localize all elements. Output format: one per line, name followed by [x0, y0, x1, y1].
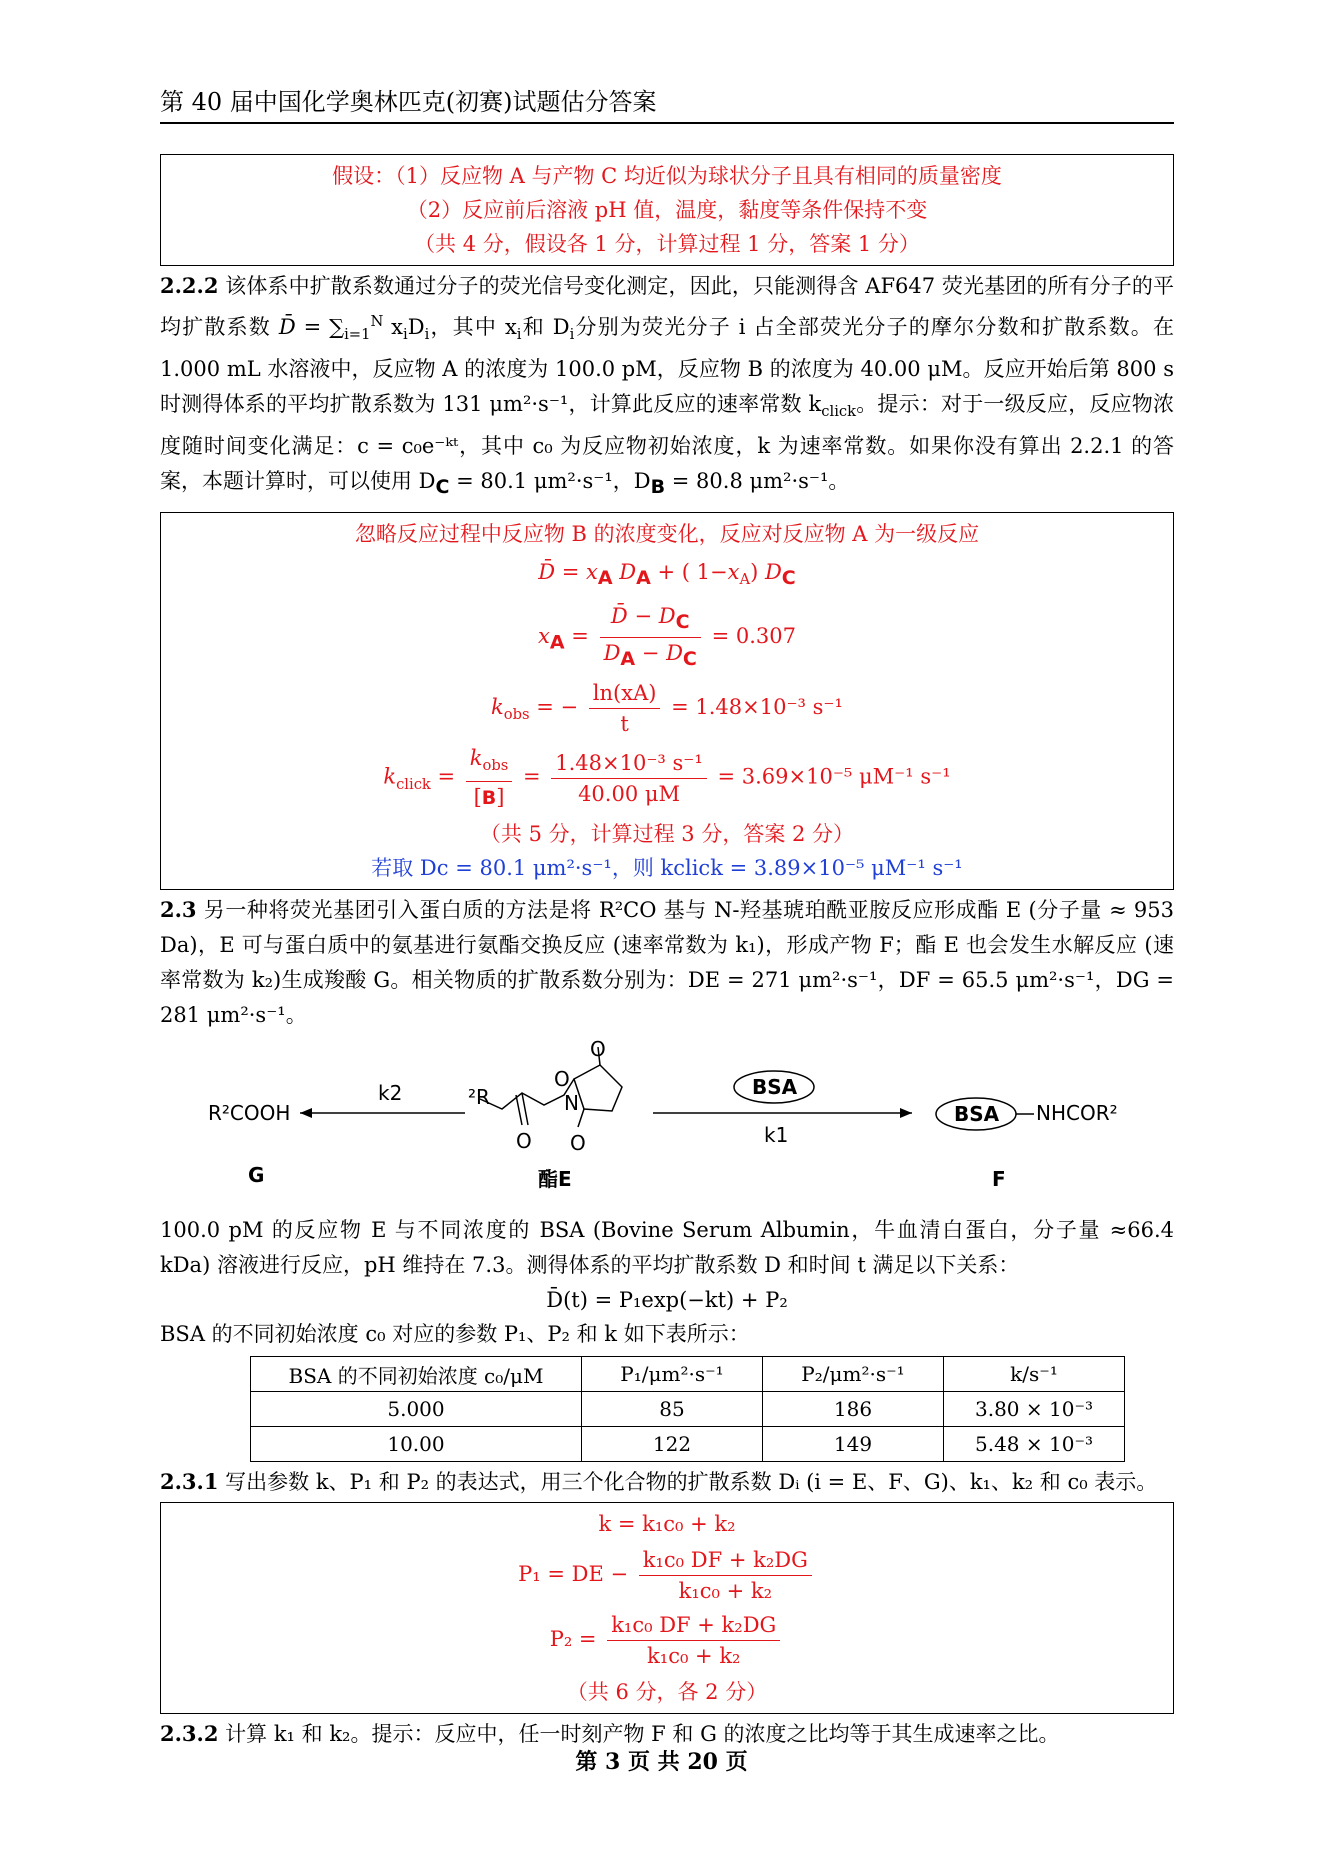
question-2-2-2: 2.2.2 该体系中扩散系数通过分子的荧光信号变化测定，因此，只能测得含 AF647 荧光基团的所有分子的平均扩散系数 D̄ = $\sum_{i=1}^N$ $x_iD_i$，其中 $x_i$和 $D_i$分别为荧光分子 i 占全部荧光分子的摩尔分数和扩散系数。在 1.000 mL 水溶液中，反应物 A 的浓度为 100.0 pM，反应物 B 的浓度为 40.00 μM。反应开始后第 800 s 时测得体系的平均扩散系数为 131 μm²·s⁻¹，计算此反应的速率常数 $k_{click}$。提示：对于一级反应，反应物浓度随时间变化满足：c = c₀e⁻ᵏᵗ，其中 c₀ 为反应物初始浓度，k 为速率常数。如果你没有算出 2.2.1 的答案，本题计算时，可以使用 $D_C = 80.1$ μm²·s⁻¹，$D_B = 80.8$ μm²·s⁻¹。 — [160, 273, 1174, 499]
product-g-label: G — [248, 1163, 265, 1188]
page-header: 第 40 届中国化学奥林匹克(初赛)试题估分答案 — [160, 88, 1174, 124]
parameter-table — [250, 1356, 1125, 1462]
eq-mean-diffusion: D̄ = $x_A$ $D_A$ + ( $1-x_A$) $D_C$ — [538, 559, 796, 589]
question-number: 2.3 — [160, 897, 197, 923]
table-cell: 186 — [763, 1392, 944, 1427]
scheme-drawing — [160, 1047, 1174, 1213]
score-note: （共 6 分，各 2 分） — [566, 1680, 768, 1705]
atom-o: O — [516, 1129, 532, 1154]
reaction-scheme — [160, 1037, 1174, 1213]
table-row — [251, 1392, 1125, 1427]
table-cell: 122 — [582, 1427, 763, 1462]
page-footer: 第 3 页 共 20 页 — [575, 1749, 748, 1775]
approximation-note: 忽略反应过程中反应物 B 的浓度变化，反应对反应物 A 为一级反应 — [354, 521, 980, 546]
r2-group: ²R — [468, 1085, 490, 1110]
atom-o: O — [590, 1037, 606, 1062]
table-cell: 5.48 × 10⁻³ — [944, 1427, 1125, 1462]
answer-box-assumptions — [160, 154, 1174, 266]
product-g-formula: R²COOH — [208, 1101, 291, 1126]
table-header-row — [251, 1357, 1125, 1392]
eq-kobs: $k_{obs}$ = − $\frac{\ln(xA)}{t}$ = 1.48×10⁻³ s⁻¹ — [169, 678, 1165, 739]
table-cell: 149 — [763, 1427, 944, 1462]
rate-constant-k2: k2 — [378, 1081, 403, 1106]
question-2-3-1: 2.3.1 写出参数 k、P₁ 和 P₂ 的表达式，用三个化合物的扩散系数 Dᵢ (i = E、F、G)、k₁、k₂ 和 c₀ 表示。 — [160, 1469, 1158, 1495]
atom-n: N — [564, 1091, 579, 1116]
bsa-reagent: BSA — [752, 1075, 798, 1100]
table-header: BSA 的不同初始浓度 c₀/μM — [251, 1357, 582, 1392]
paragraph-bsa-reaction: 100.0 pM 的反应物 E 与不同浓度的 BSA (Bovine Serum Albumin，牛血清白蛋白，分子量 ≈66.4 kDa) 溶液进行反应，pH 维持在 7.3。测得体系的平均扩散系数 D 和时间 t 满足以下关系： — [160, 1218, 1174, 1278]
table-row — [251, 1427, 1125, 1462]
eq-p2: P₂ = $\frac{\text{k₁c₀ DF + k₂DG}}{\text{k₁c₀ + k₂}}$ — [169, 1610, 1165, 1671]
table-cell: 10.00 — [251, 1427, 582, 1462]
question-2-3-2: 2.3.2 计算 k₁ 和 k₂。提示：反应中，任一时刻产物 F 和 G 的浓度之比均等于其生成速率之比。 — [160, 1721, 1060, 1747]
product-f-label: F — [992, 1167, 1006, 1192]
rate-constant-k1: k1 — [764, 1123, 789, 1148]
question-number: 2.2.2 — [160, 273, 219, 298]
table-header: P₁/μm²·s⁻¹ — [582, 1357, 763, 1392]
eq-xa: $x_A$ = $\frac{D̄ - D_C}{D_A - D_C}$ = 0.307 — [169, 601, 1165, 674]
question-2-3: 2.3 另一种将荧光基团引入蛋白质的方法是将 R²CO 基与 N-羟基琥珀酰亚胺反应形成酯 E (分子量 ≈ 953 Da)，E 可与蛋白质中的氨基进行氨酯交换反应 (速率常数为 k₁)，形成产物 F；酯 E 也会发生水解反应 (速率常数为 k₂)生成羧酸 G。相关物质的扩散系数分别为：DE = 271 μm²·s⁻¹，DF = 65.5 μm²·s⁻¹，DG = 281 μm²·s⁻¹。 — [160, 897, 1174, 1028]
atom-o: O — [554, 1067, 570, 1092]
alternative-answer: 若取 Dc = 80.1 μm²·s⁻¹，则 kclick = 3.89×10⁻⁵ μM⁻¹ s⁻¹ — [371, 856, 963, 881]
assumption-1: 假设：（1）反应物 A 与产物 C 均近似为球状分子且具有相同的质量密度 — [332, 164, 1002, 188]
atom-o: O — [570, 1131, 586, 1156]
eq-p1: P₁ = DE − $\frac{\text{k₁c₀ DF + k₂DG}}{\text{k₁c₀ + k₂}}$ — [169, 1545, 1165, 1606]
table-cell: 5.000 — [251, 1392, 582, 1427]
score-note: （共 5 分，计算过程 3 分，答案 2 分） — [479, 822, 855, 847]
answer-box-2-2-2 — [160, 512, 1174, 891]
eq-kclick: $k_{click}$ = $\frac{k_{obs}}{[B]}$ = $\frac{\text{1.48×10⁻³ s⁻¹}}{40.00 \mu M}$ = 3.69×10⁻⁵ μM⁻¹ s⁻¹ — [169, 743, 1165, 813]
question-number: 2.3.1 — [160, 1469, 219, 1495]
table-header: k/s⁻¹ — [944, 1357, 1125, 1392]
answer-box-2-3-1 — [160, 1502, 1174, 1714]
page — [160, 88, 1174, 1752]
question-number: 2.3.2 — [160, 1721, 219, 1747]
assumption-2: （2）反应前后溶液 pH 值，温度，黏度等条件保持不变 — [406, 198, 928, 222]
score-note: （共 4 分，假设各 1 分，计算过程 1 分，答案 1 分） — [414, 232, 920, 256]
table-intro: BSA 的不同初始浓度 c₀ 对应的参数 P₁、P₂ 和 k 如下表所示： — [160, 1322, 750, 1347]
eq-k: k = k₁c₀ + k₂ — [598, 1512, 736, 1537]
product-f-formula: NHCOR² — [1036, 1101, 1118, 1126]
table-cell: 85 — [582, 1392, 763, 1427]
table-cell: 3.80 × 10⁻³ — [944, 1392, 1125, 1427]
ester-e-label: 酯E — [538, 1167, 572, 1192]
bsa-product: BSA — [954, 1102, 1000, 1127]
table-header: P₂/μm²·s⁻¹ — [763, 1357, 944, 1392]
diffusion-equation: D̄(t) = P₁exp(−kt) + P₂ — [546, 1288, 788, 1313]
